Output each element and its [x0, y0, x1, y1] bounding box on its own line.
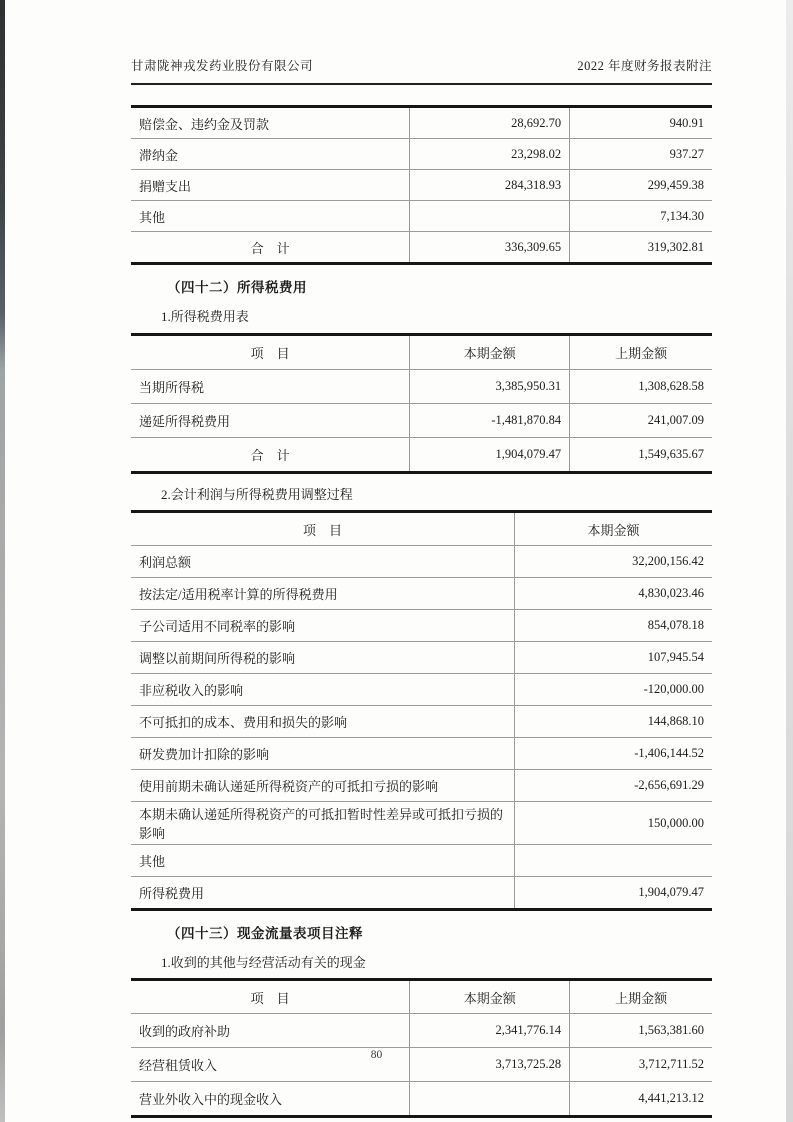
amount-cell: 28,692.70 [410, 107, 570, 139]
amount-cell: 4,830,023.46 [514, 578, 712, 610]
column-header-current: 本期金额 [410, 980, 570, 1014]
table-header-row [131, 335, 712, 370]
amount-cell: 241,007.09 [570, 404, 712, 438]
table-row [131, 201, 712, 232]
amount-cell [410, 201, 570, 232]
item-cell: 利润总额 [131, 546, 514, 578]
scan-edge-left [0, 0, 5, 1122]
amount-cell: 107,945.54 [514, 642, 712, 674]
table-row [131, 1082, 712, 1117]
item-cell: 经营租赁收入 [131, 1048, 410, 1082]
item-cell: 研发费加计扣除的影响 [131, 738, 514, 770]
amount-cell: -1,406,144.52 [514, 738, 712, 770]
amount-cell: 1,549,635.67 [638, 447, 704, 461]
section-42-heading: （四十二）所得税费用 [167, 280, 307, 295]
column-header-current: 本期金额 [410, 335, 570, 370]
section-42-sub1: 1.所得税费用表 [161, 309, 249, 324]
item-cell: 合 计 [131, 232, 410, 264]
amount-cell: 4,441,213.12 [638, 1091, 704, 1105]
amount-cell: 1,904,079.47 [410, 438, 570, 473]
amount-cell: 336,309.65 [410, 232, 570, 264]
table-row [131, 845, 712, 877]
amount-cell: 319,302.81 [647, 239, 704, 254]
cash-flow-other-receipts-table [131, 978, 712, 1118]
amount-cell: 23,298.02 [410, 139, 570, 170]
table-row [131, 232, 712, 264]
report-title: 2022 年度财务报表附注 [577, 59, 712, 73]
amount-cell: -120,000.00 [514, 674, 712, 706]
page-number: 80 [370, 1049, 383, 1061]
item-cell: 合 计 [131, 438, 410, 473]
column-header-current: 本期金额 [514, 512, 712, 546]
amount-cell: 940.91 [570, 107, 712, 139]
amount-cell [514, 845, 712, 877]
item-cell: 不可抵扣的成本、费用和损失的影响 [131, 706, 514, 738]
table-row [131, 578, 712, 610]
column-header-item: 项 目 [131, 512, 514, 546]
amount-cell: 1,308,628.58 [570, 370, 712, 404]
section-42-sub2: 2.会计利润与所得税费用调整过程 [161, 487, 353, 502]
section-43-sub1: 1.收到的其他与经营活动有关的现金 [161, 955, 366, 970]
column-header-prior: 上期金额 [570, 335, 712, 370]
page-content [131, 0, 712, 1118]
item-cell: 非应税收入的影响 [131, 674, 514, 706]
table-row [131, 674, 712, 706]
amount-cell: 3,713,725.28 [410, 1048, 570, 1082]
nonoperating-expense-table [131, 105, 712, 265]
amount-cell: 2,341,776.14 [410, 1014, 570, 1048]
item-cell: 按法定/适用税率计算的所得税费用 [131, 578, 514, 610]
amount-cell: 1,563,381.60 [570, 1014, 712, 1048]
column-header-item: 项 目 [131, 335, 410, 370]
item-cell: 滞纳金 [131, 139, 410, 170]
company-name: 甘肃陇神戎发药业股份有限公司 [131, 59, 314, 73]
amount-cell: 1,904,079.47 [638, 885, 704, 899]
amount-cell: 854,078.18 [514, 610, 712, 642]
table-row [131, 139, 712, 170]
table-row [131, 546, 712, 578]
table-row [131, 170, 712, 201]
item-cell: 当期所得税 [131, 370, 410, 404]
amount-cell: -2,656,691.29 [514, 770, 712, 802]
item-cell: 子公司适用不同税率的影响 [131, 610, 514, 642]
table-row [131, 404, 712, 438]
amount-cell: 32,200,156.42 [514, 546, 712, 578]
table-row [131, 610, 712, 642]
item-cell: 收到的政府补助 [131, 1014, 410, 1048]
table-row [131, 802, 712, 845]
item-cell: 捐赠支出 [131, 170, 410, 201]
table-header-row [131, 980, 712, 1014]
table-row [131, 107, 712, 139]
table-row [131, 370, 712, 404]
column-header-prior: 上期金额 [570, 980, 712, 1014]
amount-cell [410, 1082, 570, 1117]
amount-cell: 3,385,950.31 [410, 370, 570, 404]
section-43-heading: （四十三）现金流量表项目注释 [167, 926, 363, 941]
scan-edge-right [786, 0, 793, 1122]
amount-cell: 144,868.10 [514, 706, 712, 738]
item-cell: 使用前期未确认递延所得税资产的可抵扣亏损的影响 [131, 770, 514, 802]
income-tax-expense-table [131, 333, 712, 474]
amount-cell: 7,134.30 [570, 201, 712, 232]
amount-cell: -1,481,870.84 [410, 404, 570, 438]
table-row [131, 738, 712, 770]
amount-cell: 299,459.38 [570, 170, 712, 201]
item-cell: 其他 [131, 201, 410, 232]
item-cell: 调整以前期间所得税的影响 [131, 642, 514, 674]
item-cell: 其他 [131, 845, 514, 877]
page-header [131, 0, 712, 74]
item-cell: 本期未确认递延所得税资产的可抵扣暂时性差异或可抵扣亏损的影响 [131, 802, 514, 845]
tax-reconciliation-table [131, 510, 712, 911]
table-row [131, 706, 712, 738]
table-row [131, 770, 712, 802]
amount-cell: 284,318.93 [410, 170, 570, 201]
header-rule [131, 83, 712, 85]
table-header-row [131, 512, 712, 546]
item-cell: 赔偿金、违约金及罚款 [131, 107, 410, 139]
table-row [131, 877, 712, 910]
item-cell: 营业外收入中的现金收入 [131, 1082, 410, 1117]
amount-cell: 3,712,711.52 [570, 1048, 712, 1082]
table-row [131, 1014, 712, 1048]
amount-cell: 937.27 [570, 139, 712, 170]
item-cell: 递延所得税费用 [131, 404, 410, 438]
table-row [131, 438, 712, 473]
item-cell: 所得税费用 [131, 877, 514, 910]
column-header-item: 项 目 [131, 980, 410, 1014]
table-row [131, 642, 712, 674]
amount-cell: 150,000.00 [514, 802, 712, 845]
